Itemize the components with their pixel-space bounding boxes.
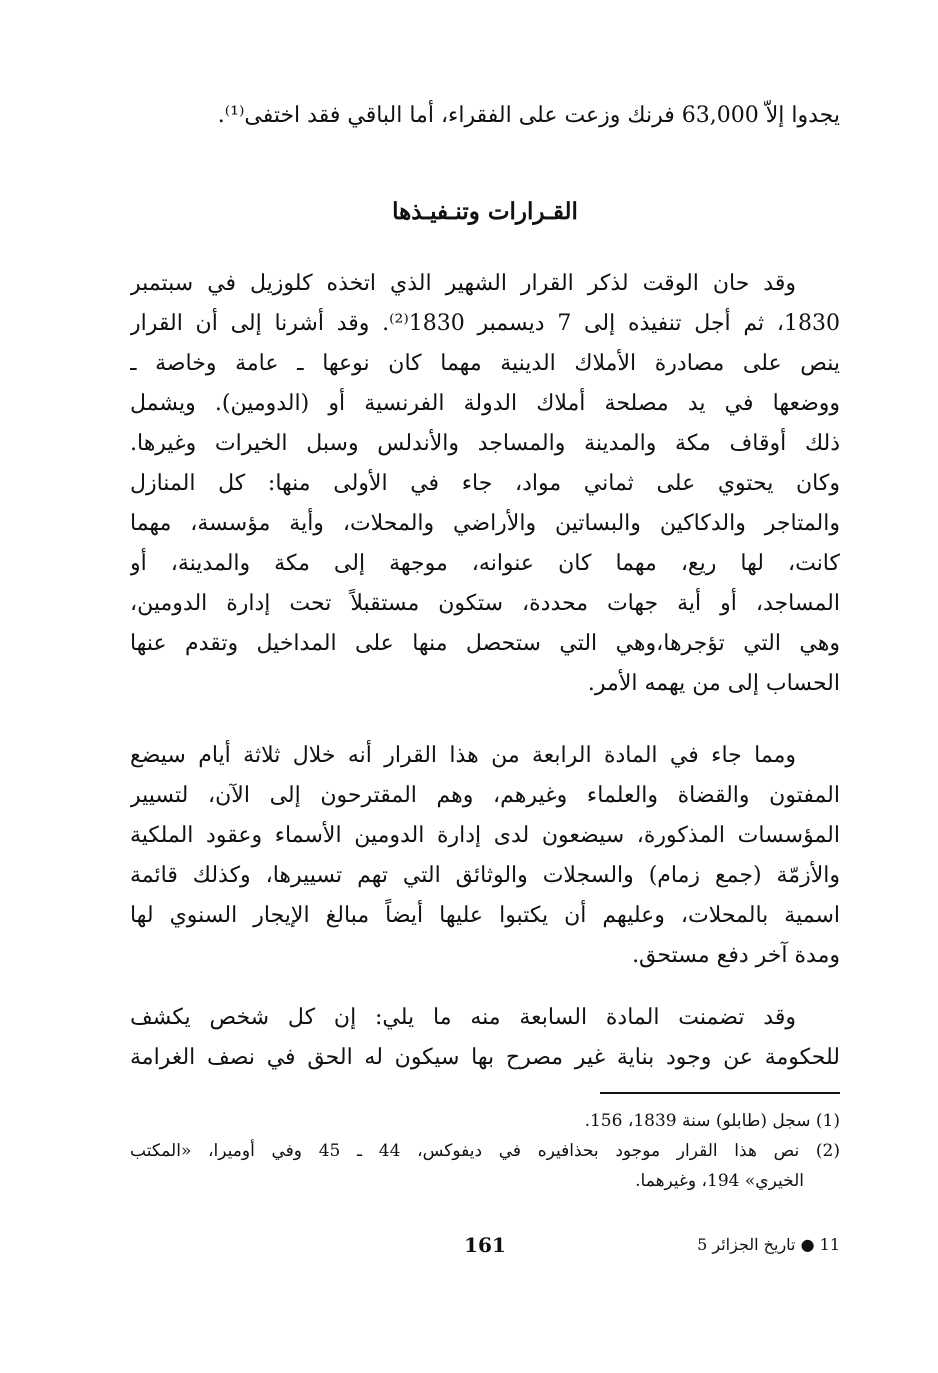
paragraph-line: المفتون والقضاة والعلماء وغيرهم، وهم المقترحون إلى الآن، لتسيير: [130, 783, 840, 808]
book-page: [130, 96, 840, 1326]
paragraph-line: الحساب إلى من يهمه الأمر.: [587, 671, 840, 696]
paragraph-line: ذلك أوقاف مكة والمدينة والمساجد والأندلس وسبل الخيرات وغيرها.: [130, 431, 840, 456]
paragraph-line: ينص على مصادرة الأملاك الدينية مهما كان نوعها ـ عامة وخاصة ـ: [130, 351, 840, 376]
paragraph-line: والأزمّة (جمع زمام) والسجلات والوثائق التي تهم تسييرها، وكذلك قائمة: [130, 863, 840, 888]
footnote-separator: [600, 1092, 840, 1094]
paragraph-1: [130, 264, 840, 704]
paragraph-line: اسمية بالمحلات، وعليهم أن يكتبوا عليها أيضاً مبالغ الإيجار السنوي لها: [130, 903, 840, 928]
paragraph-2: [130, 736, 840, 976]
paragraph-line: وقد حان الوقت لذكر القرار الشهير الذي اتخذه كلوزيل في سبتمبر: [130, 271, 796, 296]
opening-paragraph: [130, 96, 840, 136]
running-footer: 11 ● تاريخ الجزائر 5: [697, 1235, 840, 1254]
footnote-2-continuation: الخيري» 194، وغيرهما.: [635, 1171, 804, 1191]
footnote-2: (2) نص هذا القرار موجود بحذافيره في ديفوكس، 44 ـ 45 وفي أوميرا، «المكتب: [130, 1141, 840, 1161]
paragraph-line: 1830، ثم أجل تنفيذه إلى 7 ديسمبر 1830⁽²⁾. وقد أشرنا إلى أن القرار: [130, 311, 840, 336]
page-number: 161: [464, 1233, 506, 1257]
paragraph-line: كانت، لها ريع، مهما كان عنوانه، موجهة إلى مكة والمدينة، أو: [130, 551, 840, 576]
paragraph-line: وهي التي تؤجرها،وهي التي ستحصل منها على المداخيل وتقدم عنها: [130, 631, 840, 656]
paragraph-line: ومما جاء في المادة الرابعة من هذا القرار أنه خلال ثلاثة أيام سيضع: [130, 743, 796, 768]
opening-line: يجدوا إلاّ 63,000 فرنك وزعت على الفقراء، أما الباقي فقد اختفى⁽¹⁾.: [217, 103, 840, 128]
paragraph-3: [130, 998, 840, 1078]
paragraph-line: المؤسسات المذكورة، سيضعون لدى إدارة الدومين الأسماء وعقود الملكية: [130, 823, 840, 848]
paragraph-line: للحكومة عن وجود بناية غير مصرح بها سيكون له الحق في نصف الغرامة: [130, 1045, 840, 1070]
footnote-1: (1) سجل (طابلو) سنة 1839، 156.: [584, 1111, 840, 1131]
paragraph-line: ووضعها في يد مصلحة أملاك الدولة الفرنسية أو (الدومين). ويشمل: [130, 391, 840, 416]
paragraph-line: والمتاجر والدكاكين والبساتين والأراضي والمحلات، وأية مؤسسة، مهما: [130, 511, 840, 536]
paragraph-line: وكان يحتوي على ثماني مواد، جاء في الأولى منها: كل المنازل: [130, 471, 840, 496]
paragraph-line: وقد تضمنت المادة السابعة منه ما يلي: إن كل شخص يكشف: [130, 1005, 796, 1030]
footnotes: [130, 1106, 840, 1196]
page-footer: [130, 1228, 840, 1262]
section-title: القـرارات وتنـفيـذها: [392, 198, 578, 225]
paragraph-line: ومدة آخر دفع مستحق.: [632, 943, 840, 968]
paragraph-line: المساجد، أو أية جهات محددة، ستكون مستقبلاً تحت إدارة الدومين،: [130, 591, 840, 616]
